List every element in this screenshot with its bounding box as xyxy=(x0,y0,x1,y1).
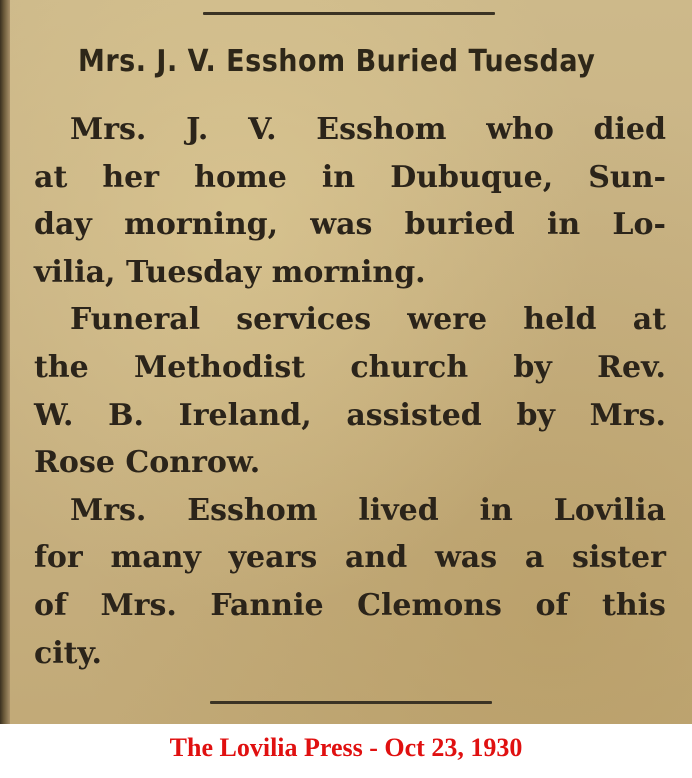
article-line: W. B. Ireland, assisted by Mrs. xyxy=(34,397,666,433)
top-rule xyxy=(203,12,495,15)
source-caption: The Lovilia Press - Oct 23, 1930 xyxy=(169,733,523,762)
article-line: the Methodist church by Rev. xyxy=(34,349,666,385)
article-line: of Mrs. Fannie Clemons of this xyxy=(34,587,666,623)
article-line: for many years and was a sister xyxy=(34,540,666,576)
article-line: Funeral services were held at xyxy=(70,302,666,338)
article-line: city. xyxy=(34,635,102,671)
article-line: Rose Conrow. xyxy=(34,445,261,481)
article-line: day morning, was buried in Lo- xyxy=(34,207,666,243)
article-headline: Mrs. J. V. Esshom Buried Tuesday xyxy=(78,44,596,79)
clipping-shadow-edge xyxy=(0,0,10,724)
bottom-rule xyxy=(210,701,492,704)
article-body xyxy=(34,106,666,677)
article-line: Mrs. J. V. Esshom who died xyxy=(70,112,666,147)
article-line: at her home in Dubuque, Sun- xyxy=(34,159,666,195)
article-line: vilia, Tuesday morning. xyxy=(34,254,426,290)
article-line: Mrs. Esshom lived in Lovilia xyxy=(70,492,666,528)
